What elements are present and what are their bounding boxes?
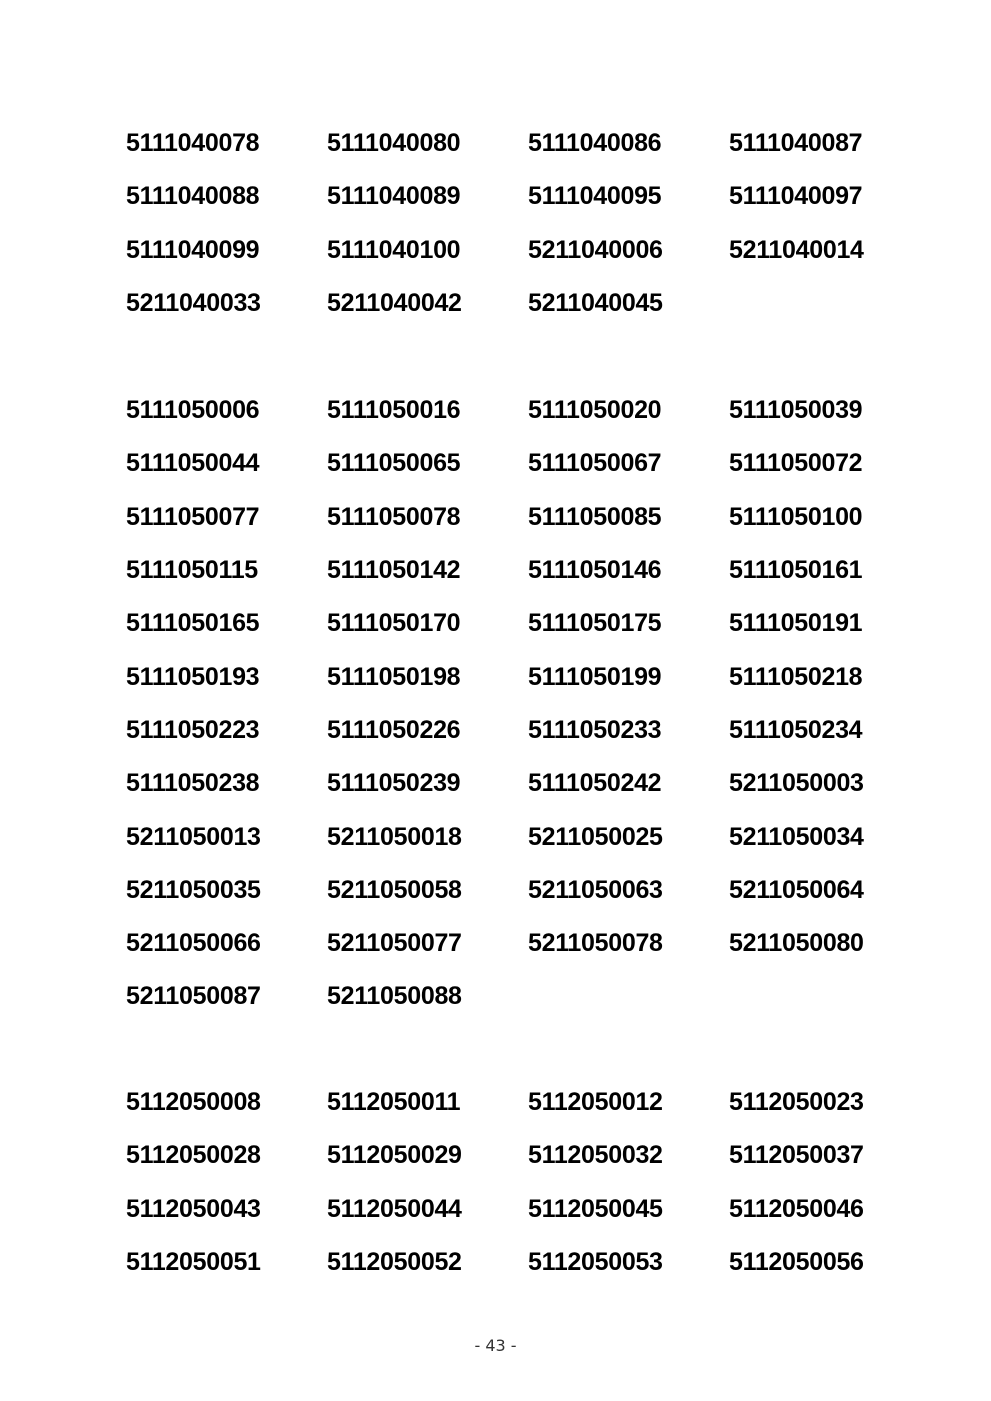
id-number-cell: 5111050226	[327, 715, 461, 744]
table-row	[126, 1236, 886, 1289]
id-number-cell: 5111040097	[729, 182, 863, 211]
table-row	[126, 437, 886, 490]
id-number-cell: 5112050012	[528, 1088, 663, 1117]
table-row	[126, 650, 886, 703]
id-number-cell: 5111050065	[327, 449, 461, 478]
id-number-cell: 5211050063	[528, 875, 663, 904]
id-number-cell: 5111040099	[126, 235, 260, 264]
number-group-3	[126, 1076, 886, 1289]
id-number-cell: 5211050077	[327, 929, 462, 958]
id-number-cell: 5211040014	[729, 235, 864, 264]
id-number-cell: 5112050008	[126, 1088, 261, 1117]
id-number-cell: 5111050233	[528, 715, 662, 744]
id-number-cell: 5211040006	[528, 235, 663, 264]
id-number-cell: 5111050078	[327, 502, 461, 531]
id-number-cell: 5111050242	[528, 769, 662, 798]
table-row	[126, 970, 886, 1023]
table-row	[126, 704, 886, 757]
id-number-cell: 5111050077	[126, 502, 260, 531]
table-row	[126, 917, 886, 970]
id-number-cell: 5112050028	[126, 1141, 261, 1170]
number-group-2	[126, 384, 886, 1024]
id-number-cell: 5112050044	[327, 1194, 462, 1223]
id-number-cell: 5111050006	[126, 396, 260, 425]
id-number-cell: 5111050067	[528, 449, 662, 478]
id-number-cell: 5111050115	[126, 556, 258, 585]
id-number-cell: 5111040087	[729, 129, 863, 158]
table-row	[126, 810, 886, 863]
id-number-cell: 5211050087	[126, 982, 261, 1011]
id-number-cell: 5111050142	[327, 556, 461, 585]
id-number-cell: 5112050043	[126, 1194, 261, 1223]
id-number-cell: 5112050045	[528, 1194, 663, 1223]
id-number-cell: 5111050239	[327, 769, 461, 798]
table-row	[126, 544, 886, 597]
table-row	[126, 491, 886, 544]
id-number-cell: 5211050078	[528, 929, 663, 958]
table-row	[126, 384, 886, 437]
table-row	[126, 1183, 886, 1236]
id-number-cell: 5111040086	[528, 129, 662, 158]
id-number-cell: 5111050234	[729, 715, 863, 744]
id-number-cell: 5111050191	[729, 609, 863, 638]
id-number-cell: 5112050052	[327, 1248, 462, 1277]
table-row	[126, 1129, 886, 1182]
table-row	[126, 224, 886, 277]
table-row	[126, 864, 886, 917]
id-number-cell: 5112050051	[126, 1248, 261, 1277]
id-number-cell: 5211050080	[729, 929, 864, 958]
table-row	[126, 597, 886, 650]
id-number-cell: 5111050199	[528, 662, 662, 691]
id-number-cell: 5211050035	[126, 875, 261, 904]
id-number-cell: 5111050193	[126, 662, 260, 691]
id-number-cell: 5111050218	[729, 662, 863, 691]
id-number-cell: 5112050032	[528, 1141, 663, 1170]
id-number-cell: 5111050085	[528, 502, 662, 531]
id-number-cell: 5111050020	[528, 396, 662, 425]
id-number-cell: 5111040089	[327, 182, 461, 211]
id-number-cell: 5111050198	[327, 662, 461, 691]
id-number-cell: 5211050018	[327, 822, 462, 851]
id-number-cell: 5211050058	[327, 875, 462, 904]
id-number-cell: 5211050066	[126, 929, 261, 958]
id-number-cell: 5112050056	[729, 1248, 864, 1277]
id-number-cell: 5111050100	[729, 502, 863, 531]
id-number-cell: 5111050039	[729, 396, 863, 425]
table-row	[126, 117, 886, 170]
id-number-cell: 5211040045	[528, 289, 663, 318]
id-number-cell: 5111040078	[126, 129, 260, 158]
id-number-cell: 5112050037	[729, 1141, 864, 1170]
id-number-cell: 5111050044	[126, 449, 260, 478]
id-number-cell: 5111050146	[528, 556, 662, 585]
id-number-cell: 5111040095	[528, 182, 662, 211]
id-number-cell: 5111050165	[126, 609, 260, 638]
id-number-cell: 5112050011	[327, 1088, 461, 1117]
id-number-cell: 5111050175	[528, 609, 662, 638]
id-number-cell: 5211040033	[126, 289, 261, 318]
id-number-cell: 5111050161	[729, 556, 863, 585]
id-number-cell: 5112050023	[729, 1088, 864, 1117]
id-number-cell: 5111040088	[126, 182, 260, 211]
table-row	[126, 757, 886, 810]
number-group-1	[126, 117, 886, 330]
id-number-cell: 5111040100	[327, 235, 461, 264]
id-number-cell: 5211050025	[528, 822, 663, 851]
id-number-cell: 5111050170	[327, 609, 461, 638]
id-number-cell: 5112050029	[327, 1141, 462, 1170]
id-number-cell: 5112050046	[729, 1194, 864, 1223]
id-number-cell: 5111050238	[126, 769, 260, 798]
id-number-cell: 5211050034	[729, 822, 864, 851]
table-row	[126, 1076, 886, 1129]
id-number-cell: 5211050064	[729, 875, 864, 904]
id-number-cell: 5112050053	[528, 1248, 663, 1277]
id-number-cell: 5211040042	[327, 289, 462, 318]
id-number-cell: 5211050088	[327, 982, 462, 1011]
id-number-cell: 5211050003	[729, 769, 864, 798]
page-number: - 43 -	[474, 1336, 517, 1355]
table-row	[126, 170, 886, 223]
id-number-cell: 5111040080	[327, 129, 461, 158]
id-number-cell: 5211050013	[126, 822, 261, 851]
id-number-cell: 5111050223	[126, 715, 260, 744]
table-row	[126, 277, 886, 330]
id-number-cell: 5111050016	[327, 396, 461, 425]
id-number-cell: 5111050072	[729, 449, 863, 478]
